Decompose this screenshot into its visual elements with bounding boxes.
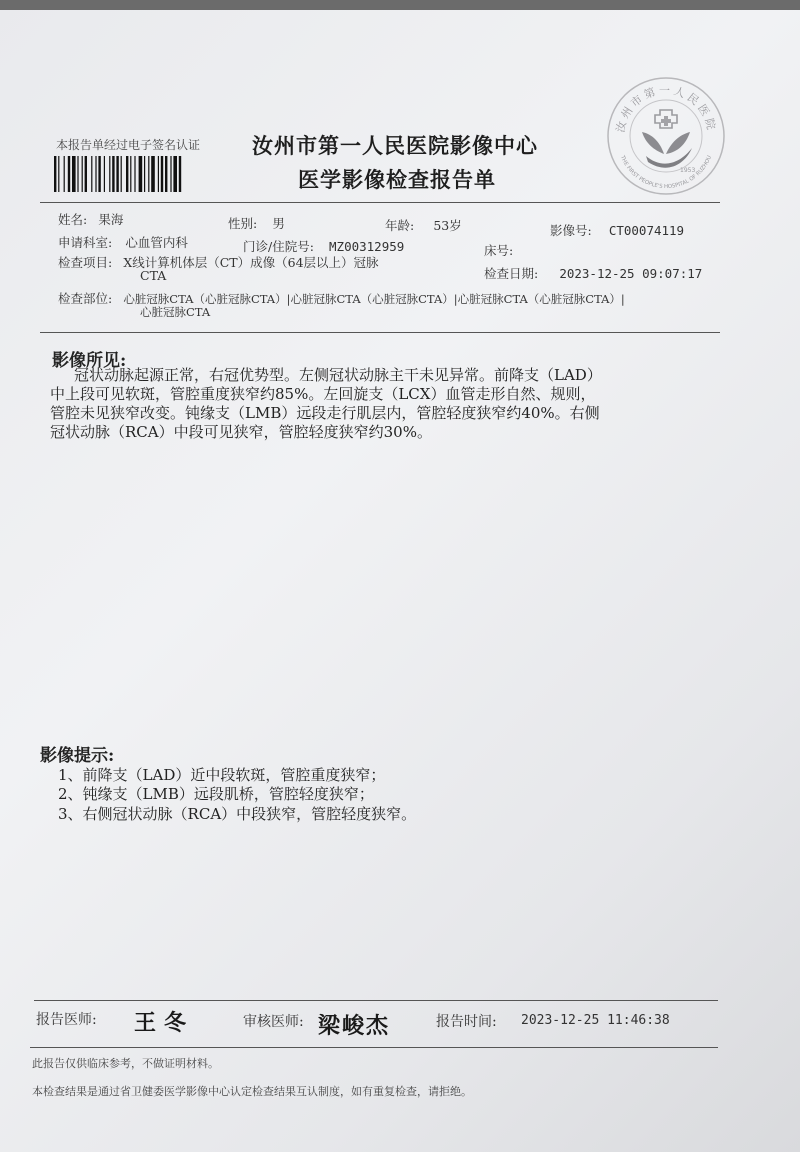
- dept-label: 申请科室:: [58, 235, 113, 250]
- barcode-icon: [54, 156, 246, 192]
- hospital-title: 汝州市第一人民医院影像中心: [252, 133, 538, 158]
- patient-name: 果海: [98, 212, 124, 227]
- divider-footer: [34, 1000, 718, 1001]
- report-time-label: 报告时间:: [436, 1014, 497, 1030]
- image-no-label: 影像号:: [550, 223, 592, 238]
- divider-top: [40, 202, 720, 203]
- logo-bottom-text: THE FIRST PEOPLE'S HOSPITAL OF RUZHOU: [618, 154, 714, 191]
- reviewer-label: 审核医师:: [243, 1014, 304, 1030]
- report-time: 2023-12-25 11:46:38: [521, 1013, 670, 1028]
- footer-note-1: 此报告仅供临床参考，不做证明材料。: [32, 1057, 219, 1070]
- findings-line-2: 中上段可见软斑，管腔重度狭窄约85%。左回旋支（LCX）血管走形自然、规则，: [50, 385, 596, 403]
- patient-sex: 男: [272, 216, 285, 231]
- e-signature-note: 本报告单经过电子签名认证: [56, 138, 201, 152]
- bed-row: [484, 240, 513, 259]
- date-row: [484, 263, 702, 282]
- hospital-logo-icon: [604, 74, 728, 198]
- date-label: 检查日期:: [484, 266, 539, 281]
- reporter-signature: 王冬: [134, 1010, 195, 1036]
- item-label: 检查项目:: [58, 255, 113, 270]
- name-label: 姓名:: [58, 212, 88, 227]
- reviewer-signature: 梁峻杰: [318, 1013, 391, 1039]
- dept-value: 心血管内科: [125, 235, 188, 250]
- dept-row: [58, 232, 188, 251]
- bed-label: 床号:: [484, 243, 514, 258]
- reporter-label: 报告医师:: [36, 1012, 97, 1028]
- findings-title: 影像所见:: [52, 351, 127, 371]
- clinic-label: 门诊/住院号:: [243, 239, 314, 254]
- findings-line-1: 冠状动脉起源正常，右冠优势型。左侧冠状动脉主干未见异常。前降支（LAD）: [74, 366, 602, 384]
- impression-item-3: 3、右侧冠状动脉（RCA）中段狭窄，管腔轻度狭窄。: [58, 805, 417, 823]
- logo-top-text: 汝州市第一人民医院: [613, 84, 719, 134]
- part-line1: 心脏冠脉CTA（心脏冠脉CTA）|心脏冠脉CTA（心脏冠脉CTA）|心脏冠脉CTA（心脏冠脉CTA）|: [123, 292, 625, 306]
- impression-item-2: 2、钝缘支（LMB）远段肌桥，管腔轻度狭窄；: [58, 785, 374, 803]
- name-row: [58, 209, 123, 228]
- part-line2: 心脏冠脉CTA: [140, 305, 211, 319]
- clinic-no: MZ00312959: [329, 239, 405, 254]
- sex-row: [228, 213, 285, 232]
- logo-year: 1953: [680, 167, 696, 174]
- part-label: 检查部位:: [58, 291, 113, 306]
- item-row: [58, 252, 379, 271]
- sex-label: 性别:: [228, 216, 258, 231]
- divider-bottom: [30, 1047, 718, 1048]
- findings-line-4: 冠状动脉（RCA）中段可见狭窄，管腔轻度狭窄约30%。: [50, 423, 432, 441]
- item-line1: X线计算机体层（CT）成像（64层以上）冠脉: [123, 255, 379, 270]
- footer-note-2: 本检查结果是通过省卫健委医学影像中心认定检查结果互认制度，如有重复检查，请拒绝。: [32, 1085, 472, 1098]
- impression-title: 影像提示:: [40, 746, 115, 766]
- age-row: [385, 215, 462, 234]
- exam-date: 2023-12-25 09:07:17: [559, 266, 703, 281]
- findings-line-3: 管腔未见狭窄改变。钝缘支（LMB）远段走行肌层内，管腔轻度狭窄约40%。右侧: [50, 404, 600, 422]
- image-no-row: [550, 220, 684, 239]
- impression-item-1: 1、前降支（LAD）近中段软斑，管腔重度狭窄；: [58, 766, 386, 784]
- page-top-edge: [0, 0, 800, 10]
- age-label: 年龄:: [385, 218, 415, 233]
- image-no: CT00074119: [608, 223, 685, 238]
- report-title: 医学影像检查报告单: [298, 167, 496, 192]
- divider-info: [40, 332, 720, 333]
- patient-age: 53岁: [433, 218, 462, 233]
- item-line2: CTA: [140, 268, 167, 283]
